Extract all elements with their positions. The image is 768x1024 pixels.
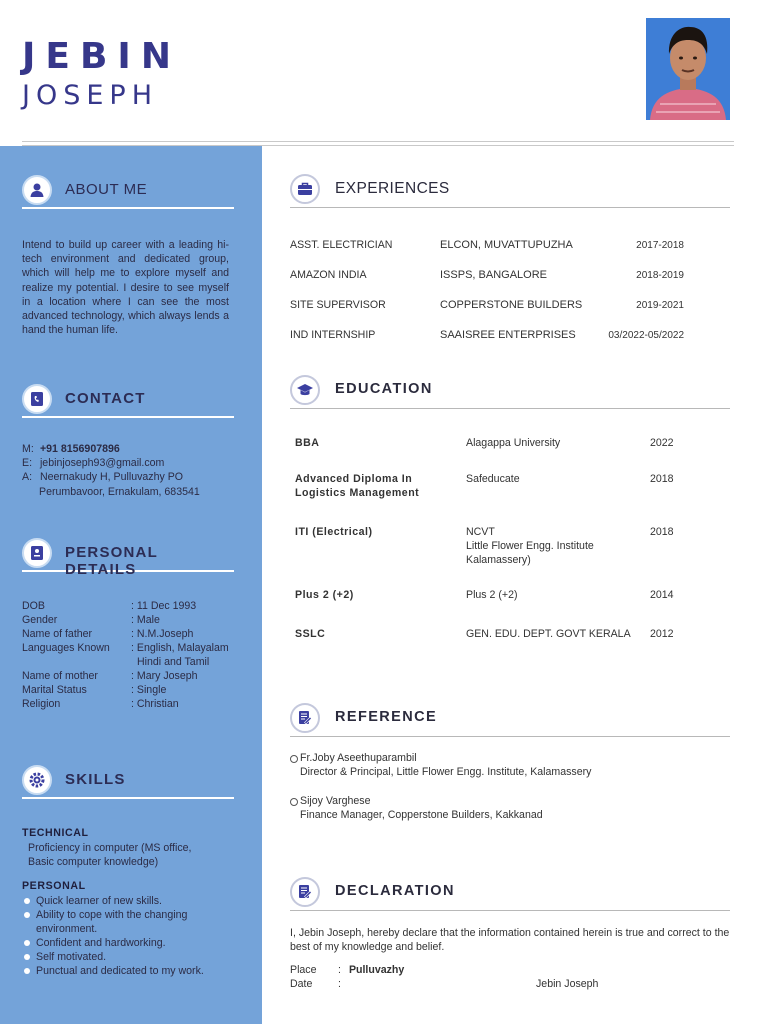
about-text: Intend to build up career with a leading hi-tech environment and dedicated group, which will help me to explore myself and realize my potential. I desire to see myself in a location where I can see the most advanced technology, which always lends a hand the human life. [22,239,229,337]
address-line-2: Perumbavoor, Ernakulam, 683541 [39,485,200,498]
detail-row: Name of mother : Mary Joseph [22,670,198,682]
briefcase-icon [290,174,320,204]
first-name: JEBIN [22,36,181,77]
header-divider [22,141,734,142]
education-title: EDUCATION [335,381,433,397]
place-row: Place : Pulluvazhy [290,964,405,976]
detail-row: Hindi and Tamil [137,656,210,668]
list-item: Ability to cope with the changing environment. [22,908,204,936]
profile-photo [646,18,730,120]
phone-number[interactable]: +91 8156907896 [39,443,120,455]
reference-heading [290,703,730,737]
contact-heading [22,384,234,418]
personal-skills-list [22,894,204,978]
detail-row: Religion : Christian [22,698,179,710]
id-card-icon [22,538,52,568]
technical-skills: Proficiency in computer (MS office, Basic computer knowledge) [28,842,192,868]
detail-row: Marital Status : Single [22,684,167,696]
edit-document-icon [290,877,320,907]
detail-row: DOB : 11 Dec 1993 [22,600,197,612]
date-row: Date : [290,978,341,990]
list-item: Quick learner of new skills. [22,894,204,908]
declaration-title: DECLARATION [335,883,455,899]
last-name: JOSEPH [22,80,158,111]
education-heading [290,375,730,409]
phone-label: M: [22,443,34,455]
detail-row: Name of father : N.M.Joseph [22,628,194,640]
contact-title: CONTACT [65,390,146,407]
graduation-cap-icon [290,375,320,405]
experiences-heading [290,174,730,208]
contact-details [22,442,200,499]
about-heading [22,175,234,209]
list-item: Confident and hardworking. [22,936,204,950]
skills-title: SKILLS [65,771,126,788]
detail-row: Gender : Male [22,614,160,626]
phone-book-icon [22,384,52,414]
reference-item: Fr.Joby Aseethuparambil Director & Principal, Little Flower Engg. Institute, Kalamassery [290,751,591,779]
list-item: Self motivated. [22,950,204,964]
skills-heading [22,765,234,799]
address-label: A: [22,471,33,484]
personal-title: PERSONAL DETAILS [65,544,158,578]
email-address[interactable]: jebinjoseph93@gmail.com [39,457,165,470]
experiences-title: EXPERIENCES [335,180,450,197]
declaration-text: I, Jebin Joseph, hereby declare that the information contained herein is true and correct to the best of my knowledge and belief. [290,927,730,954]
signature-name: Jebin Joseph [536,978,599,990]
personal-heading [22,538,234,578]
reference-item: Sijoy Varghese Finance Manager, Copperstone Builders, Kakkanad [290,794,543,822]
personal-skills-label: PERSONAL [22,880,86,892]
personal-details [22,599,241,711]
email-label: E: [22,457,33,470]
gear-icon [22,765,52,795]
technical-label: TECHNICAL [22,827,89,839]
declaration-heading [290,877,730,911]
detail-row: Languages Known : English, Malayalam [22,642,229,654]
edit-document-icon [290,703,320,733]
address-line-1: Neernakudy H, Pulluvazhy PO [39,471,184,484]
user-icon [22,175,52,205]
reference-title: REFERENCE [335,709,438,725]
about-title: ABOUT ME [65,181,148,198]
list-item: Punctual and dedicated to my work. [22,964,204,978]
